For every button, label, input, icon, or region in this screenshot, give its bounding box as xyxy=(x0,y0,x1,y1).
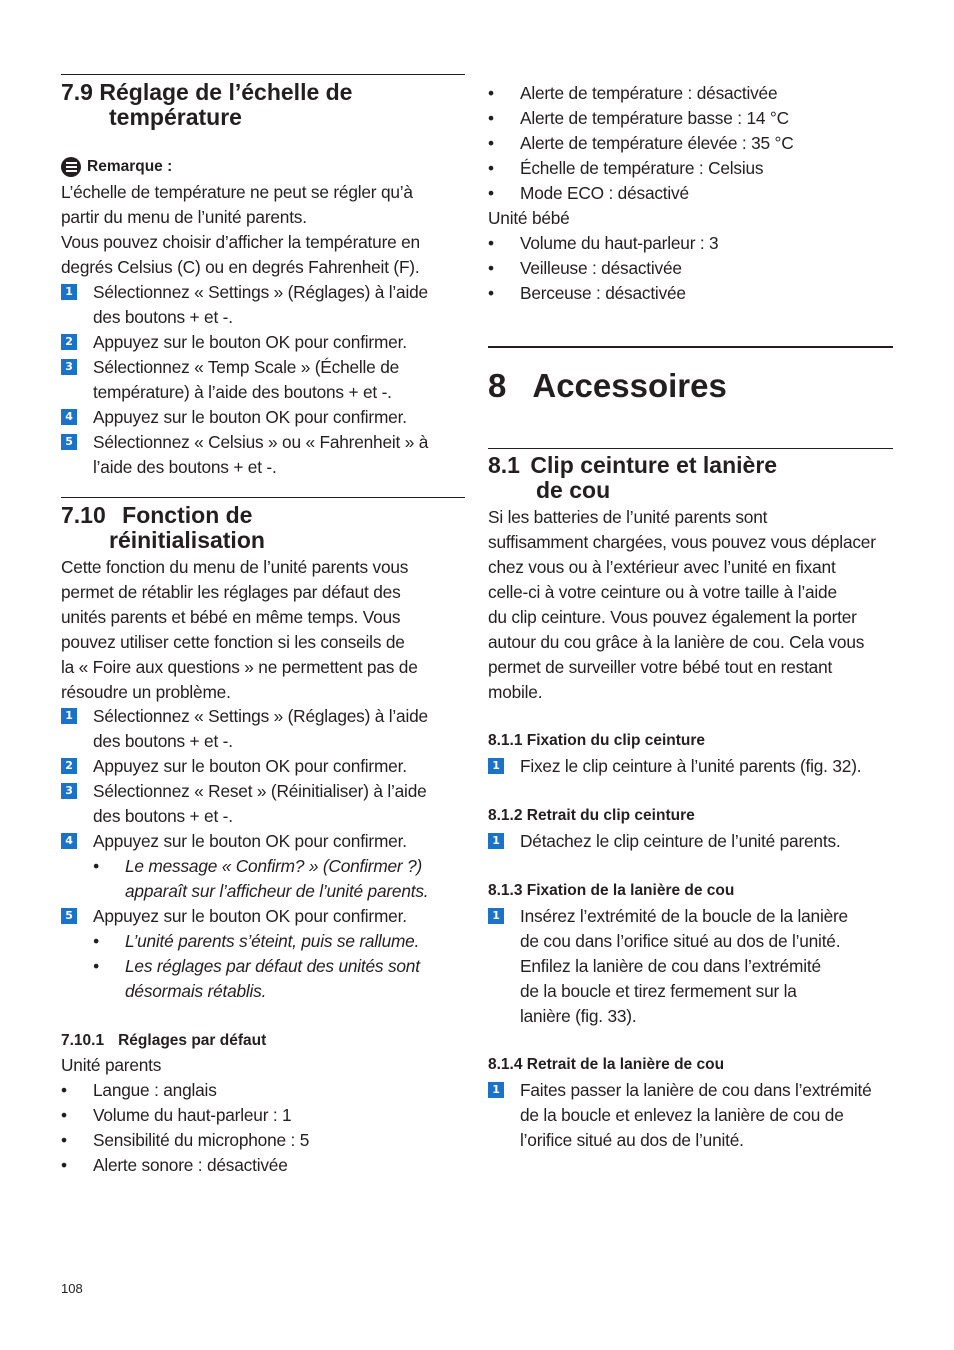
section-title: Clip ceinture et lanière xyxy=(530,452,778,478)
step-item: 5 Appuyez sur le bouton OK pour confirmer. xyxy=(61,904,407,929)
step-number: 3 xyxy=(61,783,77,799)
step-item: 3 Sélectionnez « Reset » (Réinitialiser) à l’aide des boutons + et -. xyxy=(61,779,427,829)
step-item: 4 Appuyez sur le bouton OK pour confirmer. xyxy=(61,405,407,430)
step-number: 5 xyxy=(61,908,77,924)
step-number: 1 xyxy=(488,1082,504,1098)
section-heading-7-9 xyxy=(61,80,352,130)
note-icon xyxy=(61,157,81,177)
list-item: • Volume du haut-parleur : 3 xyxy=(488,233,719,253)
sub-bullet: • L’unité parents s’éteint, puis se rallume. xyxy=(93,931,420,951)
step-number: 1 xyxy=(488,908,504,924)
list-item: • Alerte sonore : désactivée xyxy=(61,1155,288,1175)
step-number: 1 xyxy=(61,708,77,724)
list-label: Unité bébé xyxy=(488,208,570,228)
section-number: 8.1 xyxy=(488,452,520,478)
sub-bullet: • Le message « Confirm? » (Confirmer ?) apparaît sur l’afficheur de l’unité parents. xyxy=(93,856,429,901)
section-heading-8-1 xyxy=(488,453,777,503)
step-item: 2 Appuyez sur le bouton OK pour confirmer. xyxy=(61,754,407,779)
step-number: 2 xyxy=(61,334,77,350)
step-item: 4 Appuyez sur le bouton OK pour confirmer. xyxy=(61,829,407,854)
section-divider xyxy=(61,74,465,75)
step-number: 1 xyxy=(488,833,504,849)
step-number: 1 xyxy=(61,284,77,300)
list-item: • Berceuse : désactivée xyxy=(488,283,686,303)
subsection-heading-7-10-1: 7.10.1 Réglages par défaut xyxy=(61,1032,267,1049)
note-text: L’échelle de température ne peut se régler qu’à partir du menu de l’unité parents. Vous pouvez choisir d’afficher la température en degrés Celsius (C) ou en degrés Fahrenheit (F). xyxy=(61,182,420,277)
step-number: 4 xyxy=(61,409,77,425)
list-item: • Volume du haut-parleur : 1 xyxy=(61,1105,292,1125)
step-item: 2 Appuyez sur le bouton OK pour confirmer. xyxy=(61,330,407,355)
step-item: 1 Sélectionnez « Settings » (Réglages) à l’aide des boutons + et -. xyxy=(61,704,428,754)
step-item: 1 Sélectionnez « Settings » (Réglages) à l’aide des boutons + et -. xyxy=(61,280,428,330)
page-number: 108 xyxy=(61,1281,83,1296)
chapter-divider xyxy=(488,346,893,348)
subsection-heading-8-1-1: 8.1.1 Fixation du clip ceinture xyxy=(488,732,706,749)
list-item: • Sensibilité du microphone : 5 xyxy=(61,1130,310,1150)
section-number: 7.9 xyxy=(61,79,93,105)
section-divider xyxy=(61,497,465,498)
section-paragraph: Cette fonction du menu de l’unité parents vous permet de rétablir les réglages par défaut des unités parents et bébé en même temps. Vous pouvez utiliser cette fonction si les conseils de la « Foire aux questions » ne permettent pas de résoudre un problème. xyxy=(61,557,418,702)
subsection-heading-8-1-3: 8.1.3 Fixation de la lanière de cou xyxy=(488,882,735,899)
step-number: 4 xyxy=(61,833,77,849)
section-paragraph: Si les batteries de l’unité parents sont suffisamment chargées, vous pouvez vous déplacer chez vous ou à l’extérieur avec l’unité en fixant celle-ci à votre ceinture ou à votre taille à l’aide du clip ceinture. Vous pouvez également la porter autour du cou grâce à la lanière de cou. Cela vous permet de surveiller votre bébé tout en restant mobile. xyxy=(488,507,876,702)
subsection-heading-8-1-4: 8.1.4 Retrait de la lanière de cou xyxy=(488,1056,725,1073)
list-item: • Mode ECO : désactivé xyxy=(488,183,689,203)
list-item: • Échelle de température : Celsius xyxy=(488,158,764,178)
step-number: 1 xyxy=(488,758,504,774)
section-title-cont: température xyxy=(109,104,242,130)
chapter-heading-8: 8 Accessoires xyxy=(488,367,727,404)
section-title-cont: de cou xyxy=(536,477,611,503)
step-number: 2 xyxy=(61,758,77,774)
section-number: 7.10 xyxy=(61,502,106,528)
step-item: 1 Détachez le clip ceinture de l’unité parents. xyxy=(488,829,841,854)
list-item: • Langue : anglais xyxy=(61,1080,217,1100)
section-title: Fonction de xyxy=(122,502,253,528)
note-header xyxy=(61,157,172,177)
step-number: 5 xyxy=(61,434,77,450)
list-item: • Veilleuse : désactivée xyxy=(488,258,682,278)
step-item: 1 Fixez le clip ceinture à l’unité parents (fig. 32). xyxy=(488,754,861,779)
step-item: 5 Sélectionnez « Celsius » ou « Fahrenheit » à l’aide des boutons + et -. xyxy=(61,430,428,480)
section-divider xyxy=(488,448,893,449)
section-heading-7-10 xyxy=(61,503,265,553)
list-label: Unité parents xyxy=(61,1055,162,1075)
subsection-heading-8-1-2: 8.1.2 Retrait du clip ceinture xyxy=(488,807,695,824)
note-label: Remarque : xyxy=(87,158,173,175)
step-item: 1 Insérez l’extrémité de la boucle de la lanière de cou dans l’orifice situé au dos de l’unité. Enfilez la lanière de cou dans l’extrémité de la boucle et tirez fermement sur la lanière (fig. 33). xyxy=(488,904,848,1029)
section-title-cont: réinitialisation xyxy=(109,527,265,553)
list-item: • Alerte de température : désactivée xyxy=(488,83,778,103)
section-title: Réglage de l’échelle de xyxy=(99,79,353,105)
step-item: 3 Sélectionnez « Temp Scale » (Échelle de température) à l’aide des boutons + et -. xyxy=(61,355,399,405)
list-item: • Alerte de température élevée : 35 °C xyxy=(488,133,794,153)
step-item: 1 Faites passer la lanière de cou dans l’extrémité de la boucle et enlevez la lanière de cou de l’orifice situé au dos de l’unité. xyxy=(488,1078,872,1153)
list-item: • Alerte de température basse : 14 °C xyxy=(488,108,789,128)
sub-bullet: • Les réglages par défaut des unités sont désormais rétablis. xyxy=(93,956,420,1001)
step-number: 3 xyxy=(61,359,77,375)
